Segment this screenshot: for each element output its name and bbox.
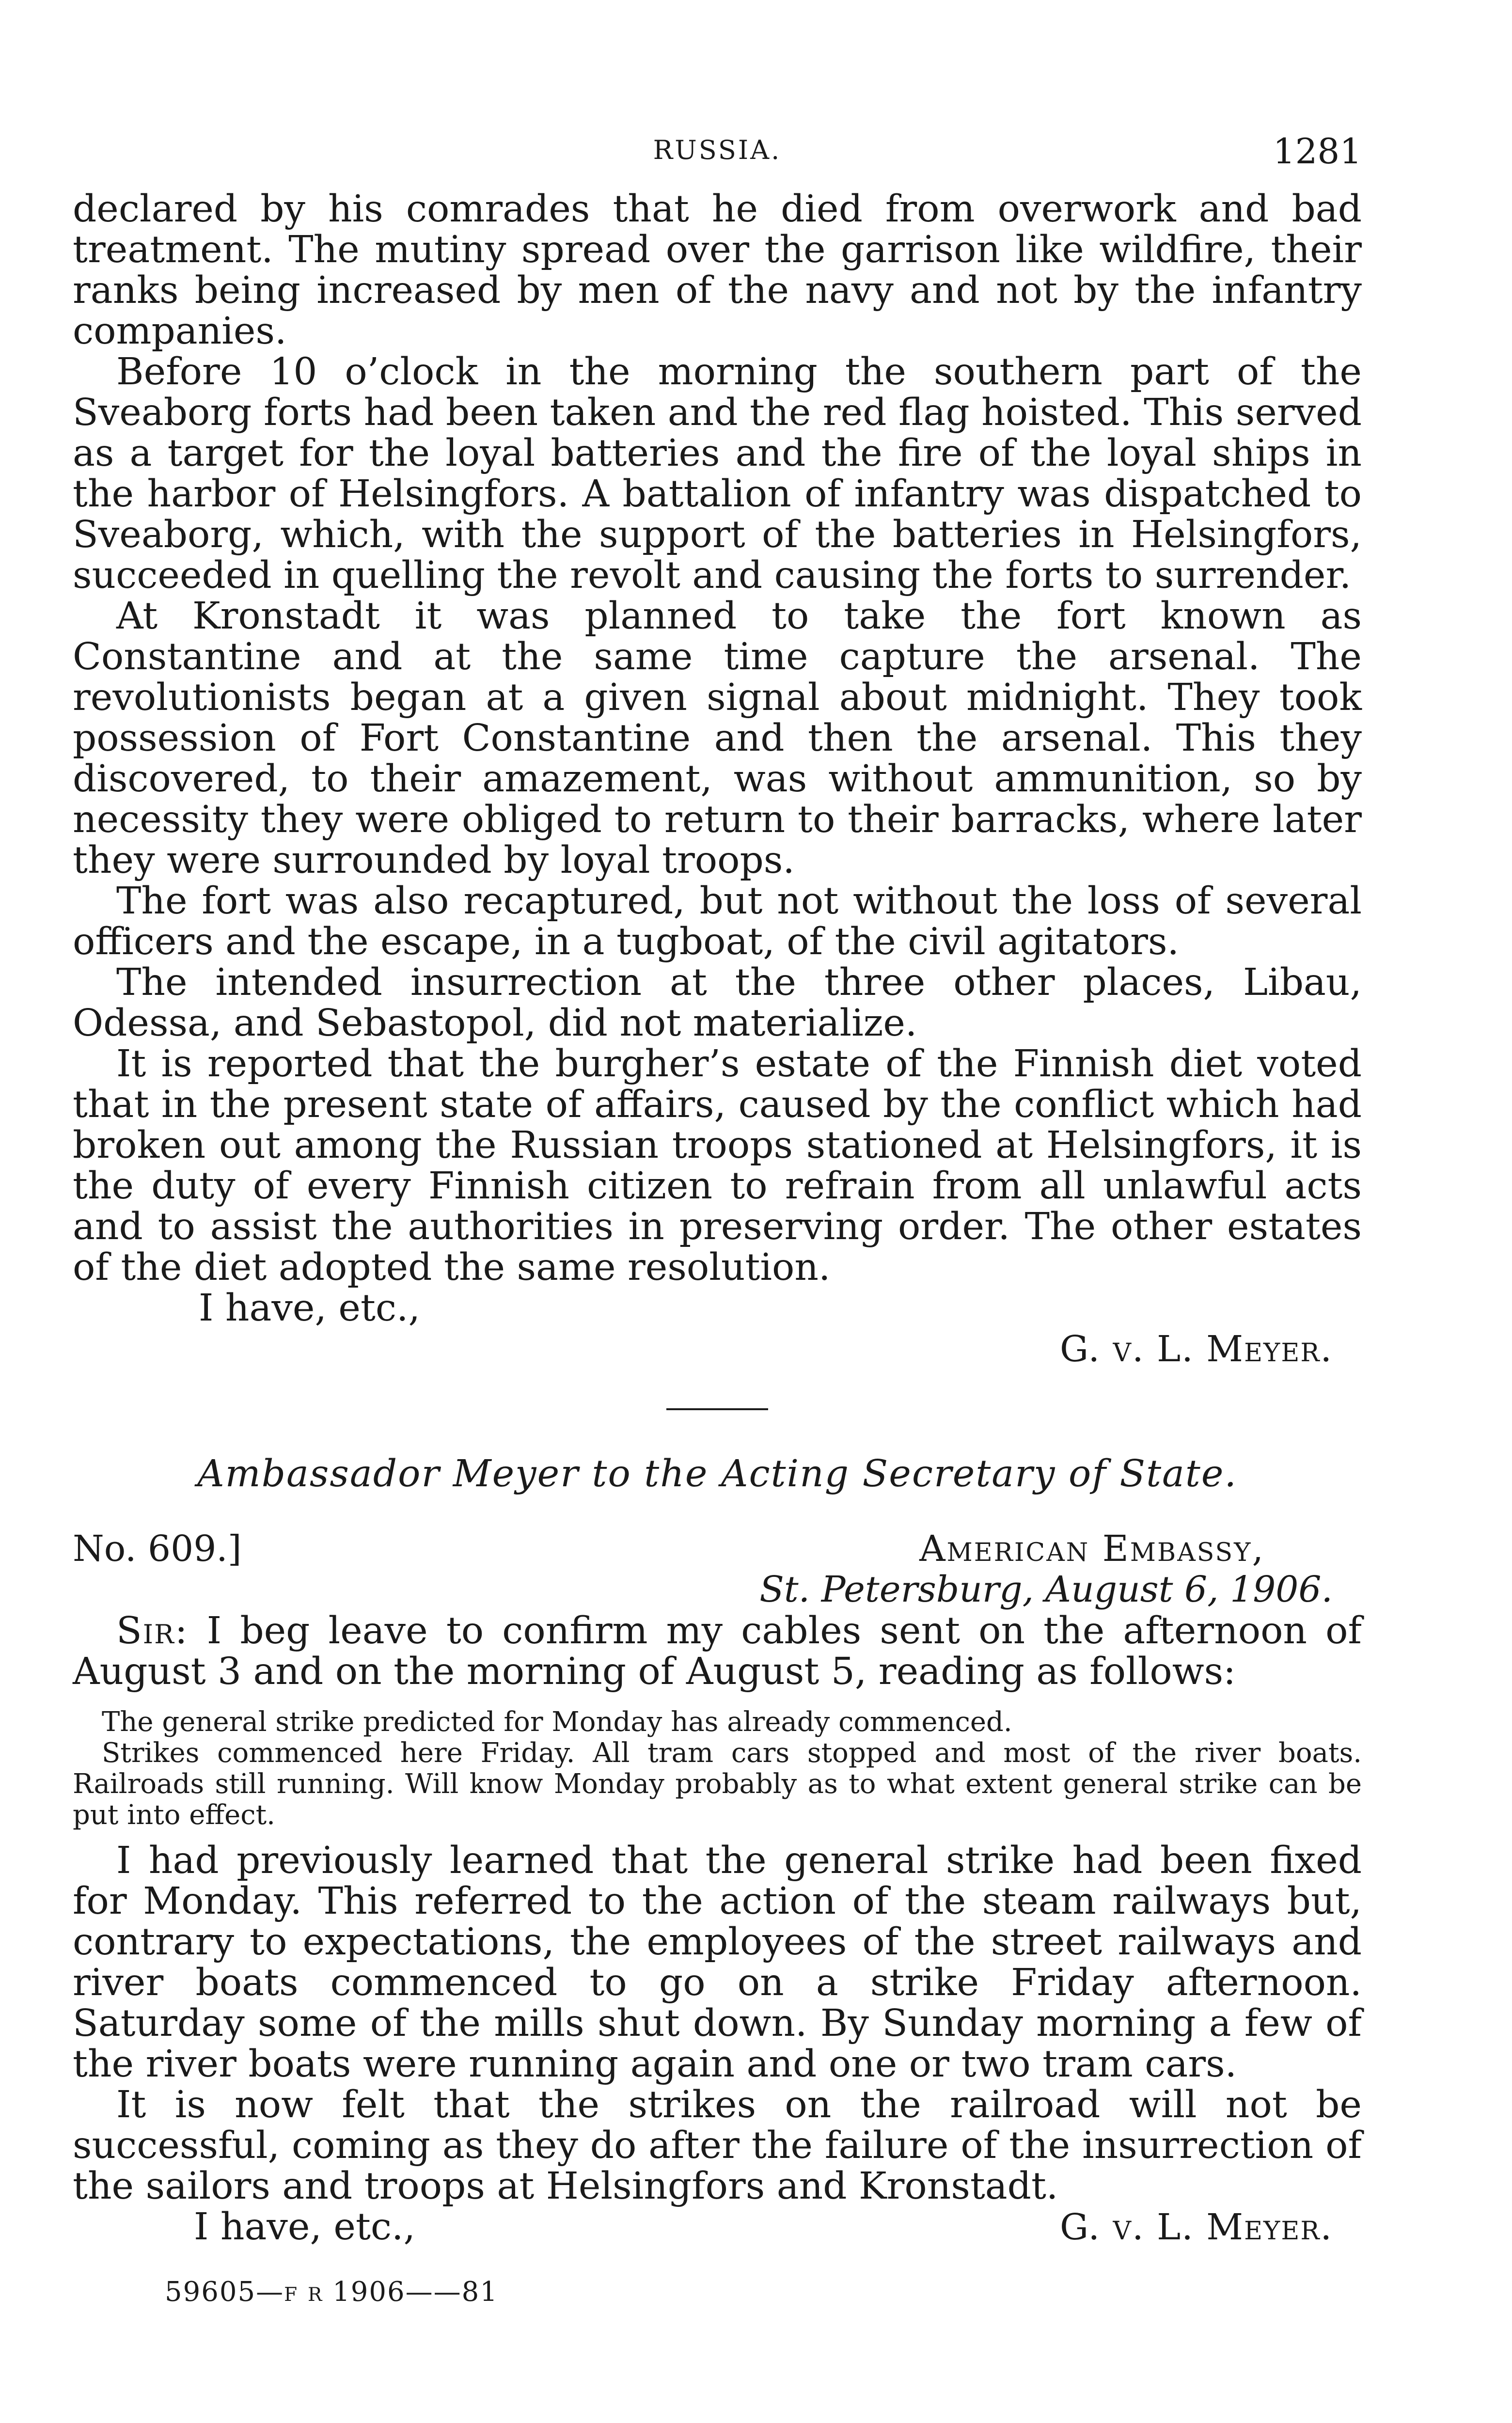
printer-mark: 59605—f r 1906——81: [165, 2276, 498, 2308]
running-head: [73, 131, 1362, 189]
letter: [73, 1454, 1362, 2248]
paragraph: It is reported that the burgher’s estate of the Finnish diet voted that in the present state of affairs, caused by the conflict which had broken out among the Russian troops stationed at Helsingfors, it is the duty of every Finnish citizen to refrain from all unlawful acts and to assist the authorities in preserving order. The other estates of the diet adopted the same resolution.: [73, 1042, 1362, 1289]
embassy-name: American Embassy,: [919, 1528, 1265, 1570]
cable-text: The general strike predicted for Monday has already commenced.: [102, 1706, 1012, 1738]
paragraph: The intended insurrection at the three other places, Libau, Odessa, and Sebastopol, did not materialize.: [73, 961, 1362, 1045]
opening-paragraph: [73, 1611, 1362, 1692]
closing: I have, etc.,: [194, 2205, 415, 2249]
closing: I have, etc.,: [199, 1287, 420, 1330]
signature: G. v. L. Meyer.: [1060, 1328, 1333, 1370]
paragraph: At Kronstadt it was planned to take the fort known as Constantine and at the same time capture the arsenal. The revolutionists began at a given signal about midnight. They took possession of Fort Constantine and then the arsenal. This they discovered, to their amazement, was without ammunition, so by necessity they were obliged to return to their barracks, where later they were surrounded by loyal troops.: [73, 595, 1362, 882]
closing-row: [73, 2207, 1362, 2248]
running-title: RUSSIA.: [653, 135, 782, 165]
opening-text: I beg leave to confirm my cables sent on the afternoon of August 3 and on the morning of August 5, reading as follows:: [73, 1609, 1362, 1693]
paragraph: It is now felt that the strikes on the railroad will not be successful, coming as they do after the failure of the insurrection of the sailors and troops at Helsingfors and Kronstadt.: [73, 2083, 1362, 2208]
paragraph: declared by his comrades that he died from overwork and bad treatment. The mutiny spread over the garrison like wildfire, their ranks being increased by men of the navy and not by the infantry companies.: [73, 188, 1362, 353]
cable-text: Strikes commenced here Friday. All tram cars stopped and most of the river boats. Railroads still running. Will know Monday probably as to what extent general strike can be put into effect.: [73, 1737, 1362, 1831]
document-number: No. 609.]: [73, 1528, 242, 1570]
letter-continued: [73, 189, 1362, 1369]
paragraph: I had previously learned that the general strike had been fixed for Monday. This referred to the action of the steam railways but, contrary to expectations, the employees of the street railways and river boats commenced to go on a strike Friday afternoon. Saturday some of the mills shut down. By Sunday morning a few of the river boats were running again and one or two tram cars.: [73, 1839, 1362, 2086]
paragraph: The fort was also recaptured, but not without the loss of several officers and the escape, in a tugboat, of the civil agitators.: [73, 880, 1362, 963]
paragraph: Before 10 o’clock in the morning the southern part of the Sveaborg forts had been taken and the red flag hoisted. This served as a target for the loyal batteries and the fire of the loyal ships in the harbor of Helsingfors. A battalion of infantry was dispatched to Sveaborg, which, with the support of the batteries in Helsingfors, succeeded in quelling the revolt and causing the forts to surrender.: [73, 350, 1362, 597]
page-number: 1281: [1273, 131, 1362, 172]
section-divider: [666, 1408, 768, 1410]
dateline: [73, 1528, 1362, 1611]
signature: G. v. L. Meyer.: [1060, 2206, 1333, 2248]
salutation: Sir:: [116, 1609, 189, 1652]
document-page: [73, 131, 1362, 2308]
quoted-cables: [73, 1707, 1362, 1831]
place-date: St. Petersburg, August 6, 1906.: [759, 1569, 1333, 1610]
letter-heading: Ambassador Meyer to the Acting Secretary of State.: [197, 1452, 1237, 1495]
